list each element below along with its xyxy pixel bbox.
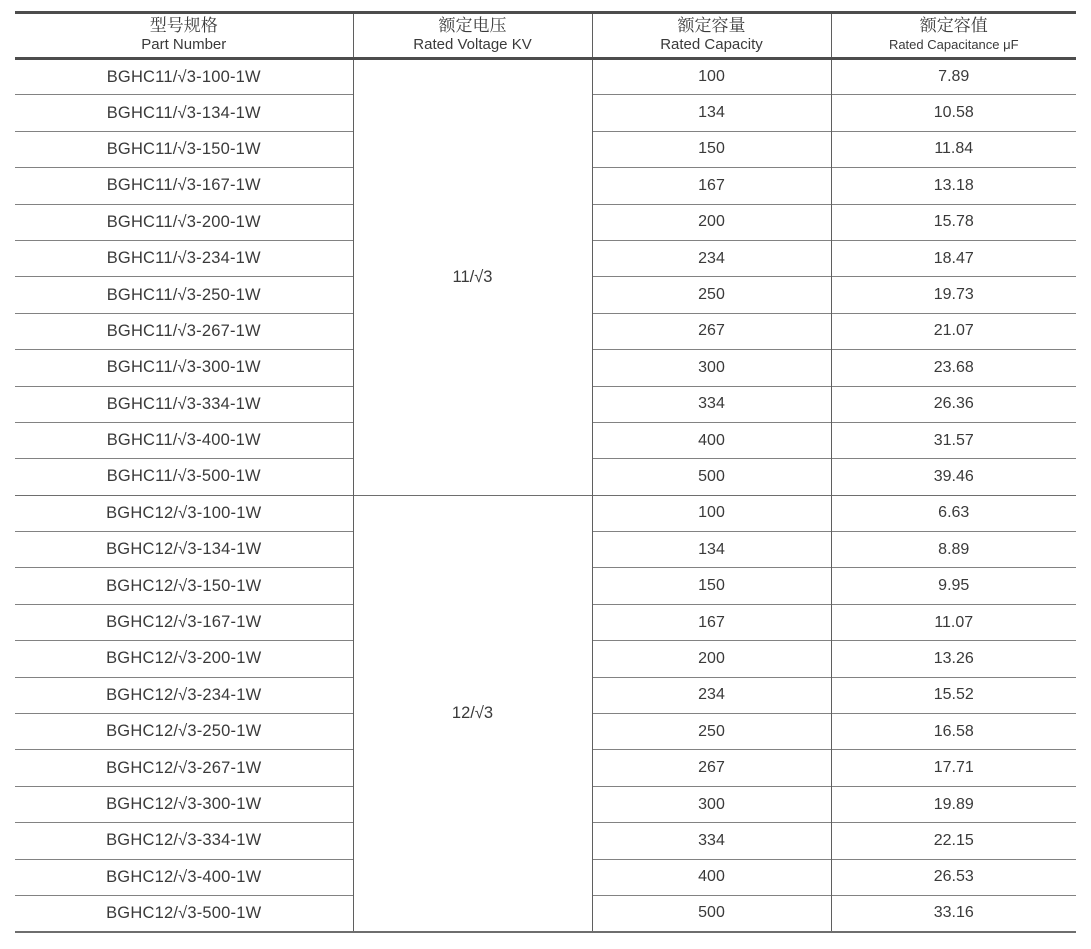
header-rated-capacity-en: Rated Capacity — [660, 36, 763, 53]
rated-capacitance-cell: 10.58 — [831, 95, 1076, 131]
part-number-cell: BGHC11/√3-200-1W — [15, 204, 353, 240]
part-number-cell: BGHC11/√3-150-1W — [15, 131, 353, 167]
part-number-cell: BGHC12/√3-250-1W — [15, 714, 353, 750]
part-number-cell: BGHC12/√3-267-1W — [15, 750, 353, 786]
part-number-cell: BGHC12/√3-500-1W — [15, 895, 353, 931]
rated-capacitance-cell: 26.36 — [831, 386, 1076, 422]
rated-capacity-cell: 100 — [592, 59, 831, 95]
rated-capacity-cell: 150 — [592, 131, 831, 167]
rated-capacitance-cell: 39.46 — [831, 459, 1076, 495]
header-part-number — [15, 13, 353, 59]
rated-capacity-cell: 200 — [592, 641, 831, 677]
rated-capacitance-cell: 17.71 — [831, 750, 1076, 786]
rated-capacity-cell: 250 — [592, 714, 831, 750]
rated-capacity-cell: 134 — [592, 532, 831, 568]
rated-capacity-cell: 167 — [592, 604, 831, 640]
header-rated-capacity-zh: 额定容量 — [677, 16, 746, 35]
rated-capacitance-cell: 22.15 — [831, 823, 1076, 859]
part-number-cell: BGHC11/√3-167-1W — [15, 168, 353, 204]
table-header — [15, 13, 1076, 59]
rated-capacity-cell: 300 — [592, 350, 831, 386]
rated-capacitance-cell: 21.07 — [831, 313, 1076, 349]
rated-capacitance-cell: 13.26 — [831, 641, 1076, 677]
rated-capacity-cell: 134 — [592, 95, 831, 131]
rated-capacitance-cell: 23.68 — [831, 350, 1076, 386]
table-row — [15, 495, 1076, 531]
rated-capacitance-cell: 8.89 — [831, 532, 1076, 568]
rated-capacity-cell: 267 — [592, 750, 831, 786]
rated-capacitance-cell: 16.58 — [831, 714, 1076, 750]
part-number-cell: BGHC12/√3-134-1W — [15, 532, 353, 568]
rated-capacitance-cell: 6.63 — [831, 495, 1076, 531]
rated-capacitance-cell: 11.07 — [831, 604, 1076, 640]
part-number-cell: BGHC11/√3-267-1W — [15, 313, 353, 349]
part-number-cell: BGHC11/√3-234-1W — [15, 240, 353, 276]
rated-capacitance-cell: 15.78 — [831, 204, 1076, 240]
part-number-cell: BGHC12/√3-100-1W — [15, 495, 353, 531]
spec-table-container — [15, 11, 1076, 933]
rated-capacity-cell: 200 — [592, 204, 831, 240]
rated-voltage-cell: 12/√3 — [353, 495, 592, 932]
table-row — [15, 59, 1076, 95]
rated-capacity-cell: 150 — [592, 568, 831, 604]
rated-capacitance-cell: 18.47 — [831, 240, 1076, 276]
part-number-cell: BGHC12/√3-234-1W — [15, 677, 353, 713]
rated-capacitance-cell: 33.16 — [831, 895, 1076, 931]
rated-capacity-cell: 167 — [592, 168, 831, 204]
rated-capacity-cell: 334 — [592, 823, 831, 859]
part-number-cell: BGHC11/√3-334-1W — [15, 386, 353, 422]
rated-capacitance-cell: 19.73 — [831, 277, 1076, 313]
rated-capacity-cell: 500 — [592, 459, 831, 495]
part-number-cell: BGHC12/√3-200-1W — [15, 641, 353, 677]
rated-capacity-cell: 234 — [592, 240, 831, 276]
rated-voltage-cell: 11/√3 — [353, 59, 592, 496]
rated-capacitance-cell: 19.89 — [831, 786, 1076, 822]
header-rated-capacitance-en: Rated Capacitance μF — [888, 37, 1019, 52]
rated-capacitance-cell: 13.18 — [831, 168, 1076, 204]
header-rated-voltage-en: Rated Voltage KV — [413, 36, 532, 53]
rated-capacity-cell: 100 — [592, 495, 831, 531]
part-number-cell: BGHC11/√3-500-1W — [15, 459, 353, 495]
rated-capacity-cell: 267 — [592, 313, 831, 349]
part-number-cell: BGHC12/√3-300-1W — [15, 786, 353, 822]
header-rated-voltage-zh: 额定电压 — [438, 16, 507, 35]
part-number-cell: BGHC11/√3-300-1W — [15, 350, 353, 386]
rated-capacitance-cell: 31.57 — [831, 422, 1076, 458]
table-body — [15, 59, 1076, 932]
rated-capacity-cell: 400 — [592, 859, 831, 895]
rated-capacitance-cell: 7.89 — [831, 59, 1076, 95]
rated-capacity-cell: 234 — [592, 677, 831, 713]
part-number-cell: BGHC11/√3-134-1W — [15, 95, 353, 131]
part-number-cell: BGHC12/√3-167-1W — [15, 604, 353, 640]
part-number-cell: BGHC12/√3-334-1W — [15, 823, 353, 859]
part-number-cell: BGHC12/√3-150-1W — [15, 568, 353, 604]
header-part-number-zh: 型号规格 — [149, 16, 218, 35]
rated-capacitance-cell: 11.84 — [831, 131, 1076, 167]
rated-capacity-cell: 334 — [592, 386, 831, 422]
part-number-cell: BGHC11/√3-250-1W — [15, 277, 353, 313]
rated-capacity-cell: 400 — [592, 422, 831, 458]
capacitor-spec-table — [15, 11, 1076, 933]
part-number-cell: BGHC11/√3-400-1W — [15, 422, 353, 458]
header-rated-voltage — [353, 13, 592, 59]
header-rated-capacity — [592, 13, 831, 59]
rated-capacity-cell: 500 — [592, 895, 831, 931]
part-number-cell: BGHC12/√3-400-1W — [15, 859, 353, 895]
rated-capacitance-cell: 9.95 — [831, 568, 1076, 604]
rated-capacitance-cell: 26.53 — [831, 859, 1076, 895]
rated-capacitance-cell: 15.52 — [831, 677, 1076, 713]
rated-capacity-cell: 300 — [592, 786, 831, 822]
header-part-number-en: Part Number — [141, 36, 227, 53]
header-rated-capacitance — [831, 13, 1076, 59]
header-rated-capacitance-zh: 额定容值 — [919, 16, 988, 35]
part-number-cell: BGHC11/√3-100-1W — [106, 67, 261, 86]
rated-capacity-cell: 250 — [592, 277, 831, 313]
